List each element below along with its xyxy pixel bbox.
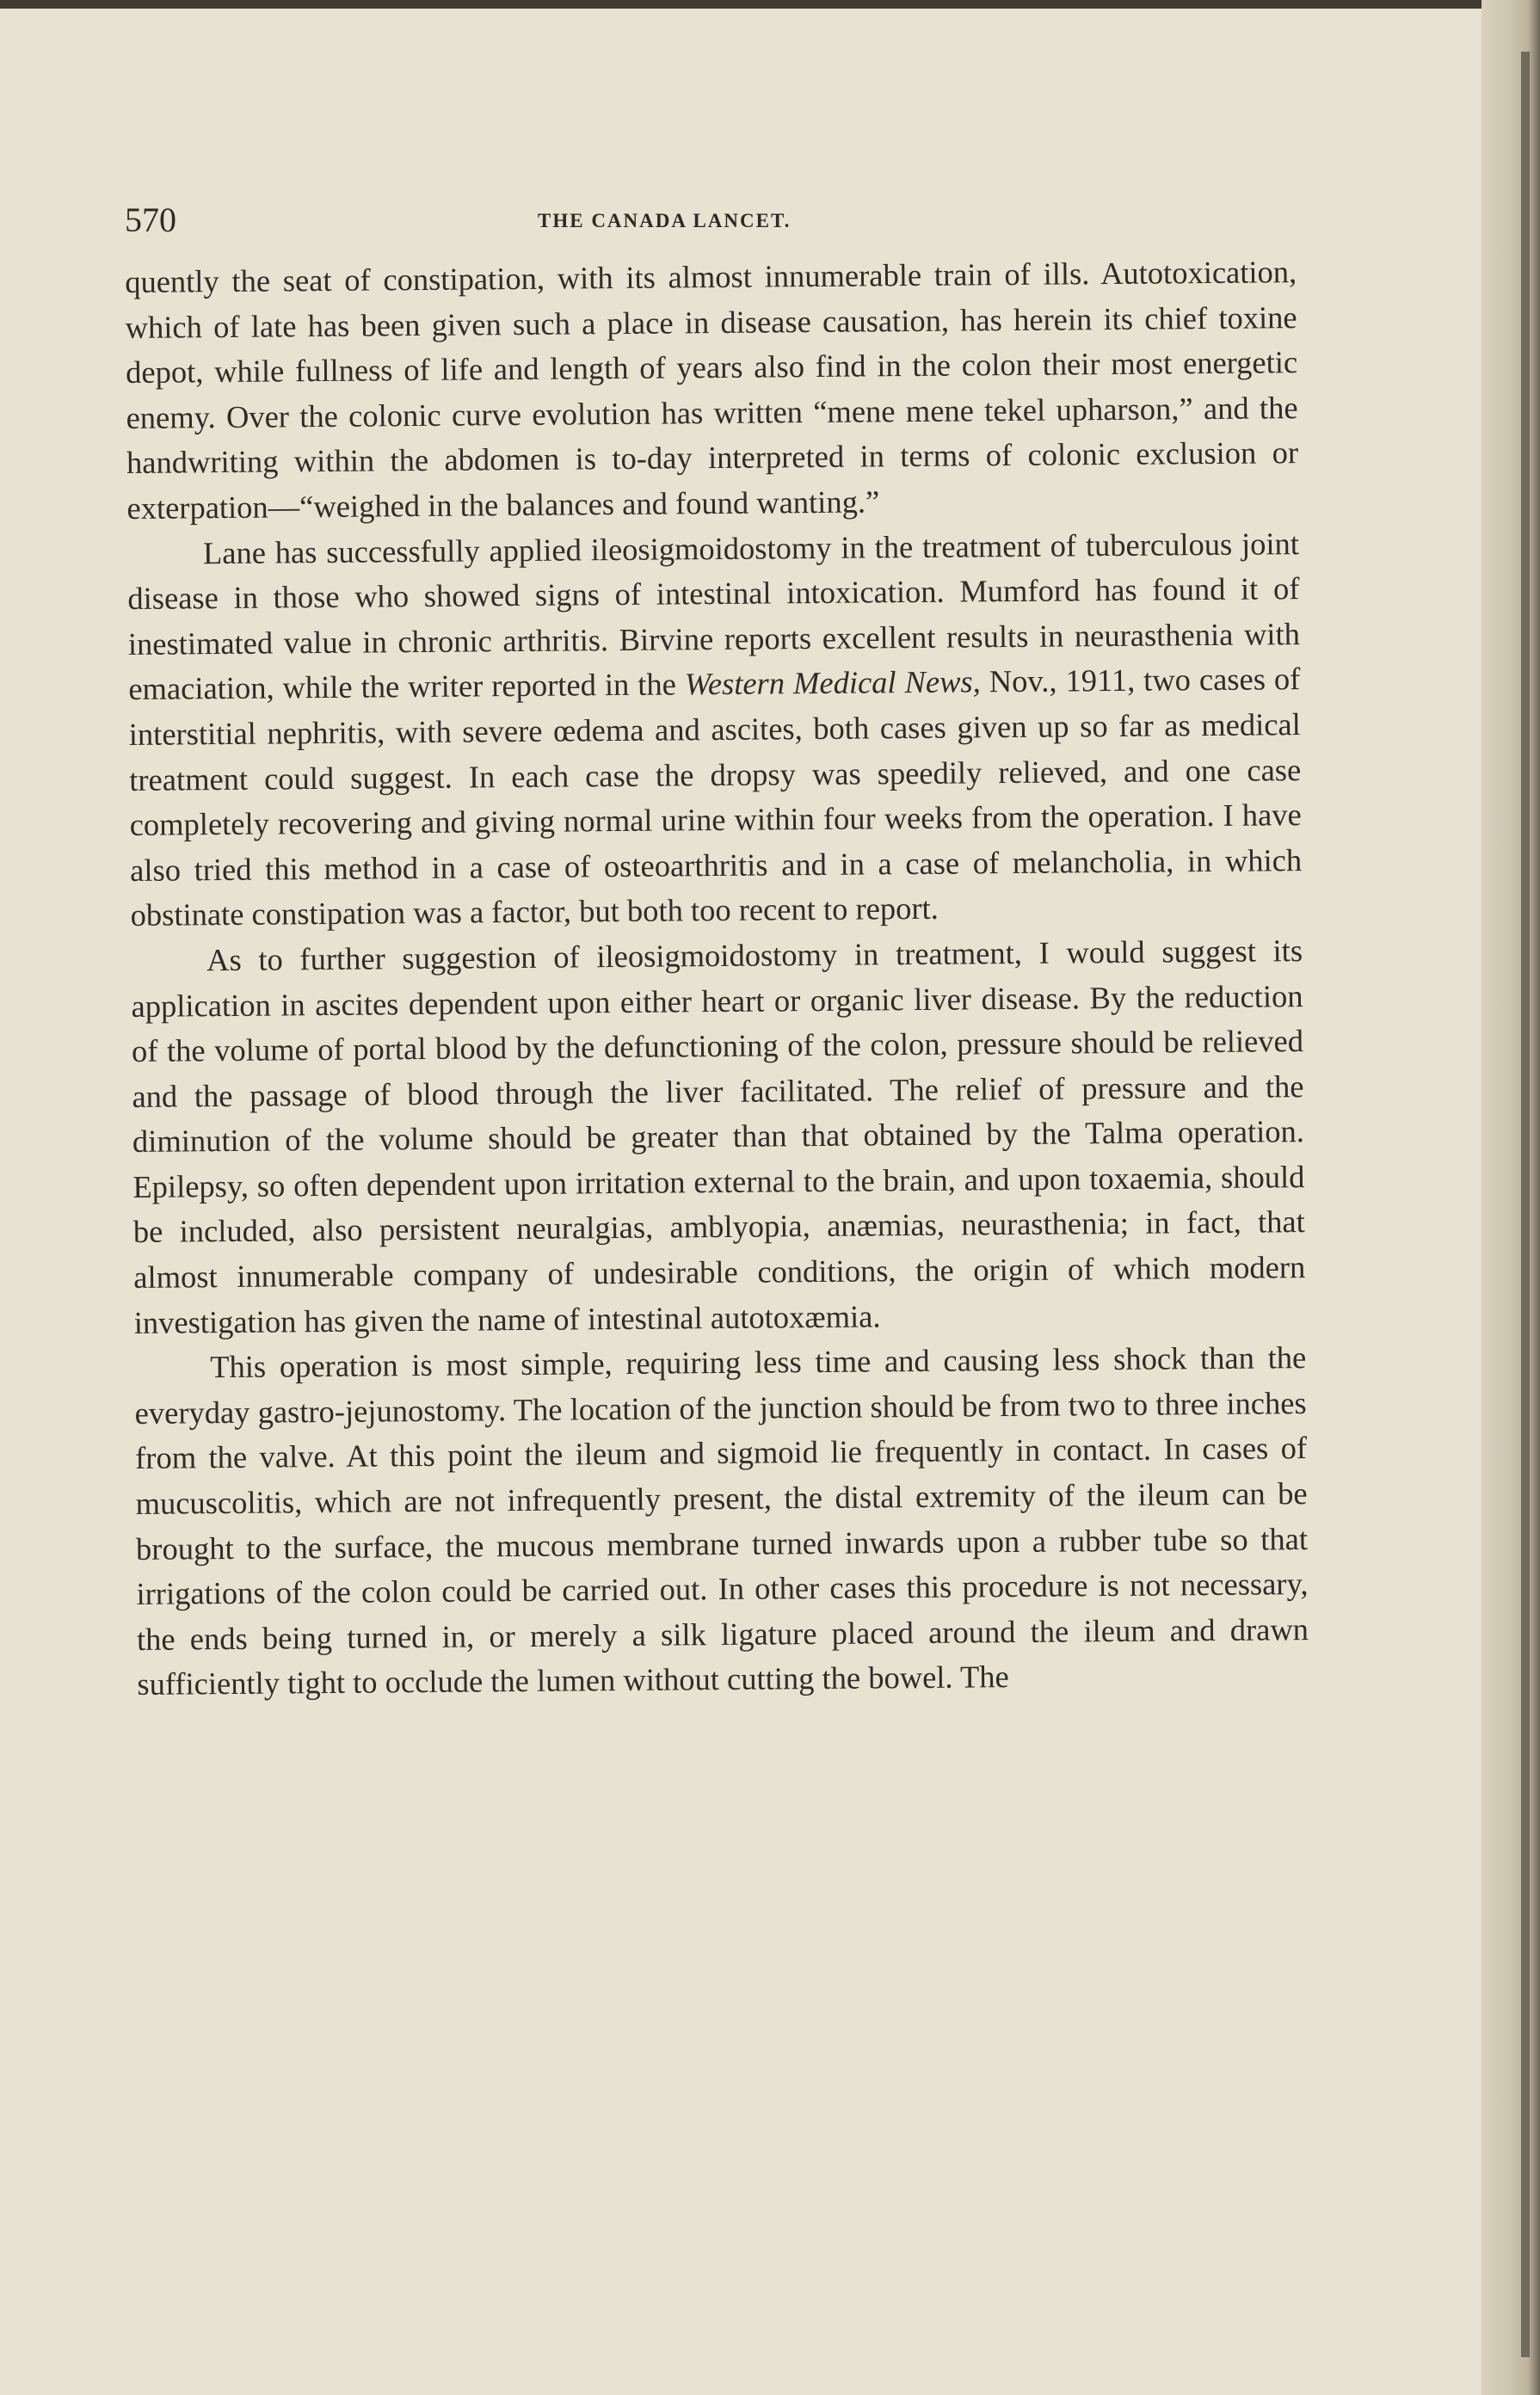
paragraph-1: quently the seat of constipation, with its almost innumerable train of ills. Autotoxication, which of late has been given such a place in disease causation, has herein its chief toxine depot, while fullness of life and length of years also find in the colon their most energetic enemy. Over the colonic curve evolution has written “mene mene tekel upharson,” and the handwriting within the abdomen is to-day interpreted in terms of colonic exclusion or exterpation—“weighed in the balances and found wanting.”: [125, 254, 1299, 526]
paragraph-4: This operation is most simple, requiring less time and causing less shock than the everyday gastro-jejunostomy. The location of the junction should be from two to three inches from the valve. At this point the ileum and sigmoid lie frequently in contact. In cases of mucuscolitis, which are not infrequently present, the distal extremity of the ileum can be brought to the surface, the mucous membrane turned inwards upon a rubber tube so that irrigations of the colon could be carried out. In other cases this procedure is not necessary, the ends being turned in, or merely a silk ligature placed around the ileum and drawn sufficiently tight to occlude the lumen without cutting the bowel. The: [134, 1339, 1309, 1702]
book-binding-edge: [1481, 0, 1540, 2395]
paragraph-3: As to further suggestion of ileosigmoidostomy in treatment, I would suggest its application in ascites dependent upon either heart or organic liver disease. By the reduction of the volume of portal blood by the defunctioning of the colon, pressure should be relieved and the passage of blood through the liver facilitated. The relief of pressure and the diminution of the volume should be greater than that obtained by the Talma operation. Epilepsy, so often dependent upon irritation external to the brain, and upon toxaemia, should be included, also persistent neuralgias, amblyopia, anæmias, neurasthenia; in fact, that almost innumerable company of undesirable conditions, the origin of which modern investigation has given the name of intestinal autotoxæmia.: [131, 932, 1306, 1340]
paragraph-2: [127, 521, 1303, 939]
running-title: THE CANADA LANCET.: [538, 210, 792, 231]
running-head: [125, 200, 1295, 251]
binding-shadow: [1521, 52, 1530, 2357]
body-text: [125, 249, 1309, 1708]
paragraph-2-text-after: Nov., 1911, two cases of interstitial nephritis, with severe œdema and ascites, both cases given up so far as medical treatment could suggest. In each case the dropsy was speedily relieved, and one case completely recovering and giving normal urine within four weeks from the operation. I have also tried this method in a case of osteoarthritis and in a case of melancholia, in which obstinate constipation was a factor, but both too recent to report.: [128, 661, 1303, 933]
page-top-edge: [0, 0, 1540, 9]
page-number: 570: [125, 200, 176, 239]
journal-reference: Western Medical News,: [684, 663, 981, 702]
paragraph-2-text-before: Lane has successfully applied ileosigmoidostomy in the treatment of tuberculous joint disease in those who showed signs of intestinal intoxication. Mumford has found it of inestimated value in chronic arthritis. Birvine reports excellent results in neurasthenia with emaciation, while the writer reported in the: [127, 525, 1301, 707]
